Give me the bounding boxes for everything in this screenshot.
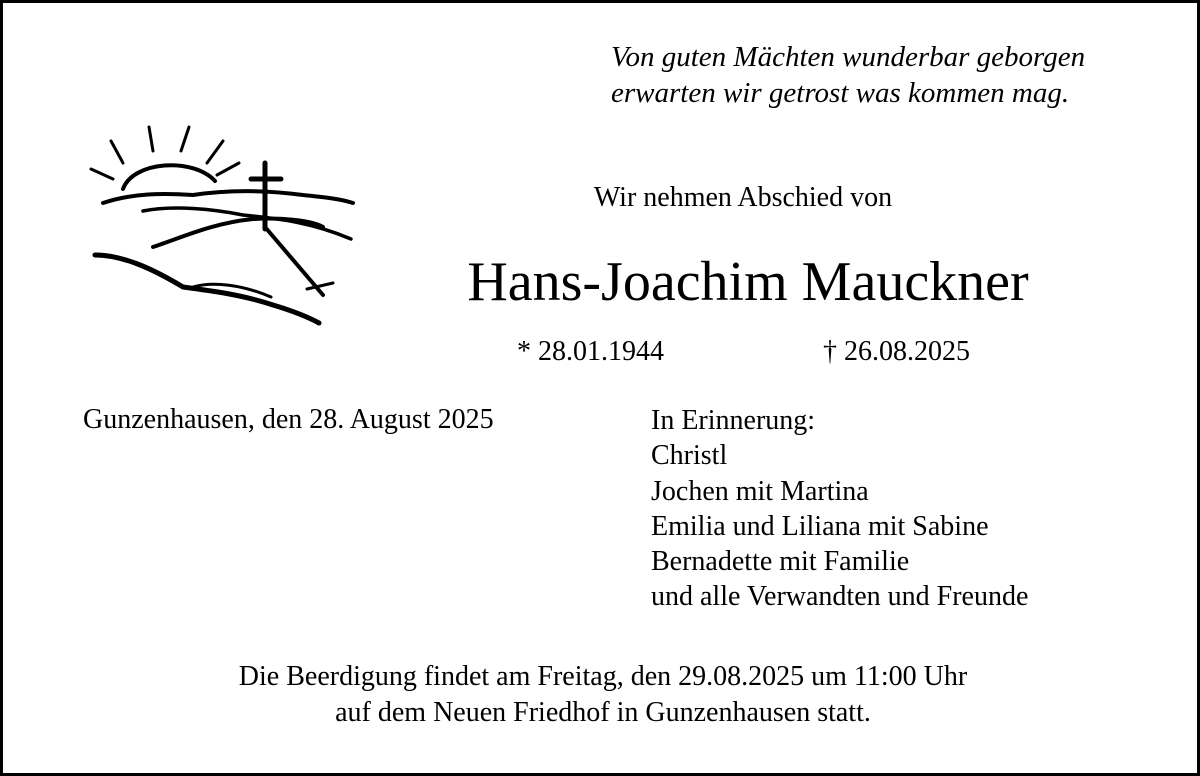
mourner-name: Bernadette mit Familie <box>651 546 910 578</box>
mourner-name: Christl <box>651 440 728 472</box>
deceased-name: Hans-Joachim Mauckner <box>467 251 1029 313</box>
mourner-name: Jochen mit Martina <box>651 475 869 507</box>
sunrise-hills-cross-icon <box>83 119 363 329</box>
birth-date: * 28.01.1944 <box>517 336 664 367</box>
mourner-name: und alle Verwandten und Freunde <box>651 581 1029 613</box>
quote-line-1: Von guten Mächten wunderbar geborgen <box>611 41 1086 73</box>
mourner-name: Emilia und Liliana mit Sabine <box>651 510 989 542</box>
farewell-intro: Wir nehmen Abschied von <box>593 182 893 213</box>
funeral-line-1: Die Beerdigung findet am Freitag, den 29.08.2025 um 11:00 Uhr <box>238 661 968 692</box>
funeral-line-2: auf dem Neuen Friedhof in Gunzenhausen statt. <box>335 697 871 728</box>
place-and-date: Gunzenhausen, den 28. August 2025 <box>83 404 494 435</box>
death-date: † 26.08.2025 <box>823 336 970 367</box>
quote-line-2: erwarten wir getrost was kommen mag. <box>611 77 1070 109</box>
mourners-list <box>651 403 1028 615</box>
mourners-heading: In Erinnerung: <box>651 405 816 436</box>
epigraph-quote <box>611 39 1085 111</box>
funeral-notice <box>103 659 1103 731</box>
